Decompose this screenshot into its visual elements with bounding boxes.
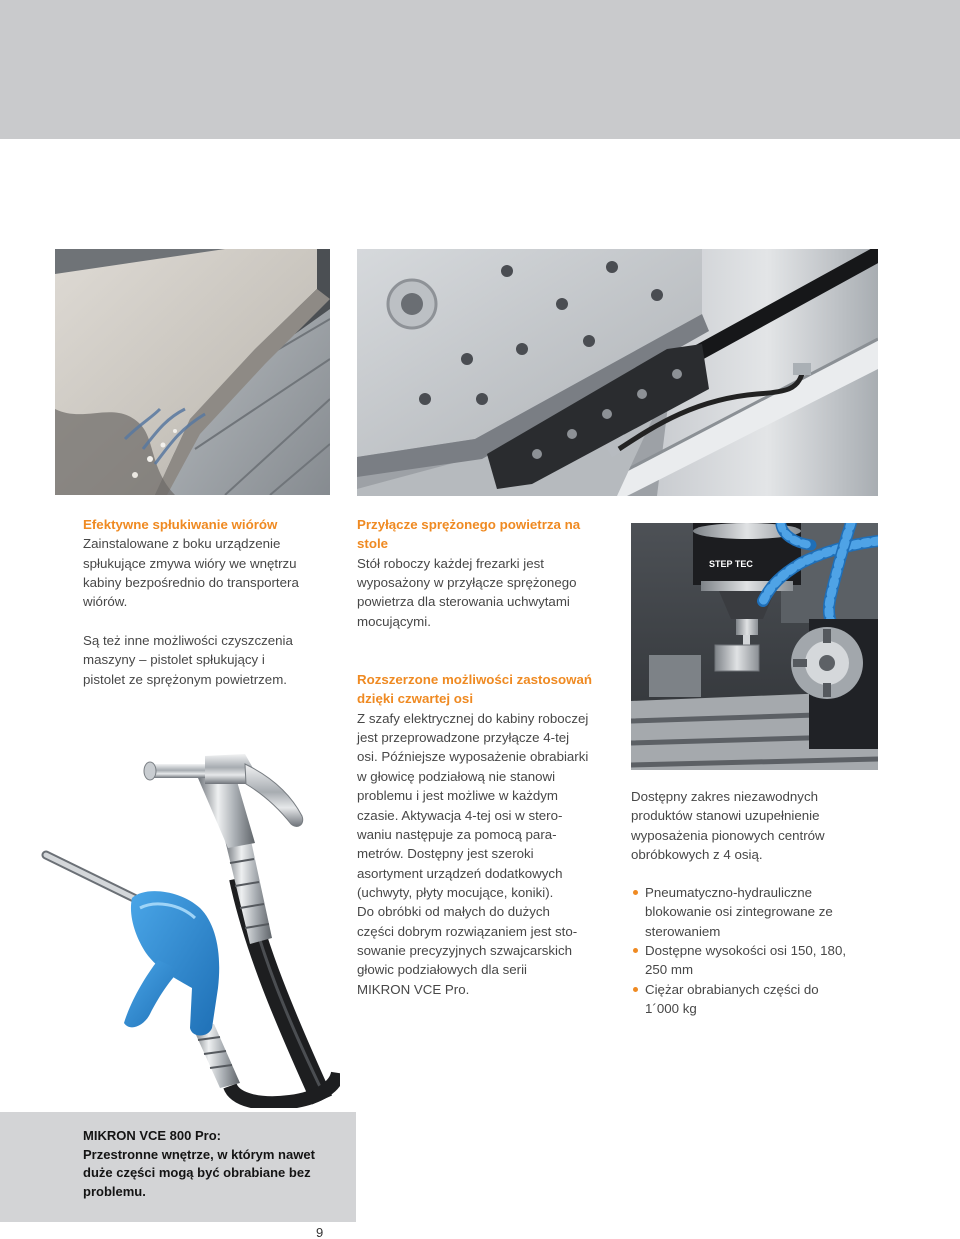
text-line: pistolet ze sprężonym powietrzem. (83, 671, 287, 687)
text-line: maszyny – pistolet spłukujący i (83, 652, 265, 668)
text-line: wyposażenia pionowych centrów (631, 827, 825, 843)
section-heading: dzięki czwartej osi (357, 691, 474, 707)
photo-fourth-axis (631, 523, 878, 770)
air-connection-section (357, 515, 580, 631)
bullet-item-continuation (631, 960, 846, 979)
feature-bullet-list (631, 883, 846, 1019)
text-line: waniu następuje za pomocą para- (357, 826, 557, 842)
text-line: Do obróbki od małych do dużych (357, 904, 550, 920)
text-line: Z szafy elektrycznej do kabiny roboczej (357, 710, 589, 726)
text-line: mocującymi. (357, 613, 431, 629)
caption-title: MIKRON VCE 800 Pro: (83, 1128, 221, 1143)
text-line: osi. Późniejsze wyposażenie obrabiarki (357, 749, 589, 765)
text-line: blokowanie osi zintegrowane ze (645, 904, 833, 920)
text-line: Zainstalowane z boku urządzenie (83, 536, 281, 552)
text-line: Ciężar obrabianych części do (645, 981, 819, 997)
page-number: 9 (316, 1225, 324, 1239)
text-line: Dostępne wysokości osi 150, 180, (645, 943, 847, 959)
text-line: metrów. Dostępny jest szeroki (357, 846, 534, 862)
bullet-item-continuation (631, 922, 846, 941)
bullet-item-continuation (631, 999, 846, 1018)
bullet-item (631, 883, 846, 902)
bullet-icon (633, 890, 638, 895)
text-line: części dobrym rozwiązaniem jest sto- (357, 923, 578, 939)
text-line: wyposażony w przyłącze sprężonego (357, 575, 577, 591)
section-heading: Przyłącze sprężonego powietrza na (357, 517, 581, 532)
caption-line: problemu. (83, 1184, 146, 1200)
text-line: (uchwyty, płyty mocujące, koniki). (357, 884, 554, 900)
product-range-intro (631, 787, 825, 864)
bullet-item (631, 941, 846, 960)
chip-flushing-section (83, 515, 299, 612)
section-heading: Rozszerzone możliwości zastosowań (357, 672, 592, 687)
photo-table-air-connection (357, 249, 878, 496)
top-gray-band (0, 0, 960, 139)
caption-line: Przestronne wnętrze, w którym nawet (83, 1146, 315, 1162)
blue-air-gun (46, 855, 338, 1103)
section-heading: stole (357, 536, 389, 552)
fourth-axis-section (357, 670, 592, 999)
text-line: sterowaniem (645, 923, 721, 939)
text-line: w głowicę podziałową nie stanowi (357, 768, 556, 784)
photo-chip-flushing (55, 249, 330, 495)
text-line: kabiny bezpośrednio do transportera (83, 575, 299, 591)
text-line: Dostępny zakres niezawodnych (631, 789, 818, 804)
text-line: Pneumatyczno-hydrauliczne (645, 885, 813, 900)
section-heading: Efektywne spłukiwanie wiórów (83, 517, 278, 532)
text-line: Są też inne możliwości czyszczenia (83, 633, 293, 648)
text-line: 250 mm (645, 962, 694, 978)
cleaning-options-paragraph (83, 631, 293, 689)
text-line: głowic podziałowych dla serii (357, 962, 527, 978)
bullet-item (631, 980, 846, 999)
bullet-icon (633, 987, 638, 992)
caption-line: duże części mogą być obrabiane bez (83, 1165, 311, 1181)
workpiece (715, 645, 759, 671)
text-line: sowanie precyzyjnych szwajcarskich (357, 943, 573, 959)
image-caption (83, 1127, 315, 1202)
text-line: MIKRON VCE Pro. (357, 981, 470, 997)
text-line: powietrza dla sterowania uchwytami (357, 594, 570, 610)
text-line: asortyment urządzeń dodatkowych (357, 865, 563, 881)
text-line: obróbkowych z 4 osią. (631, 847, 763, 863)
text-line: problemu i jest możliwe w każdym (357, 788, 558, 804)
text-line: spłukujące zmywa wióry we wnętrzu (83, 555, 297, 571)
text-line: wiórów. (83, 594, 128, 610)
photo-air-guns (40, 748, 340, 1108)
text-line: 1´000 kg (645, 1001, 697, 1017)
bullet-icon (633, 948, 638, 953)
spindle-logo: STEP TEC (709, 559, 753, 569)
text-line: czasie. Aktywacja 4-tej osi w stero- (357, 807, 563, 823)
bullet-item-continuation (631, 902, 846, 921)
text-line: produktów stanowi uzupełnienie (631, 808, 820, 824)
text-line: Stół roboczy każdej frezarki jest (357, 555, 544, 571)
text-line: jest przeprowadzone przyłącze 4-tej (357, 730, 570, 746)
